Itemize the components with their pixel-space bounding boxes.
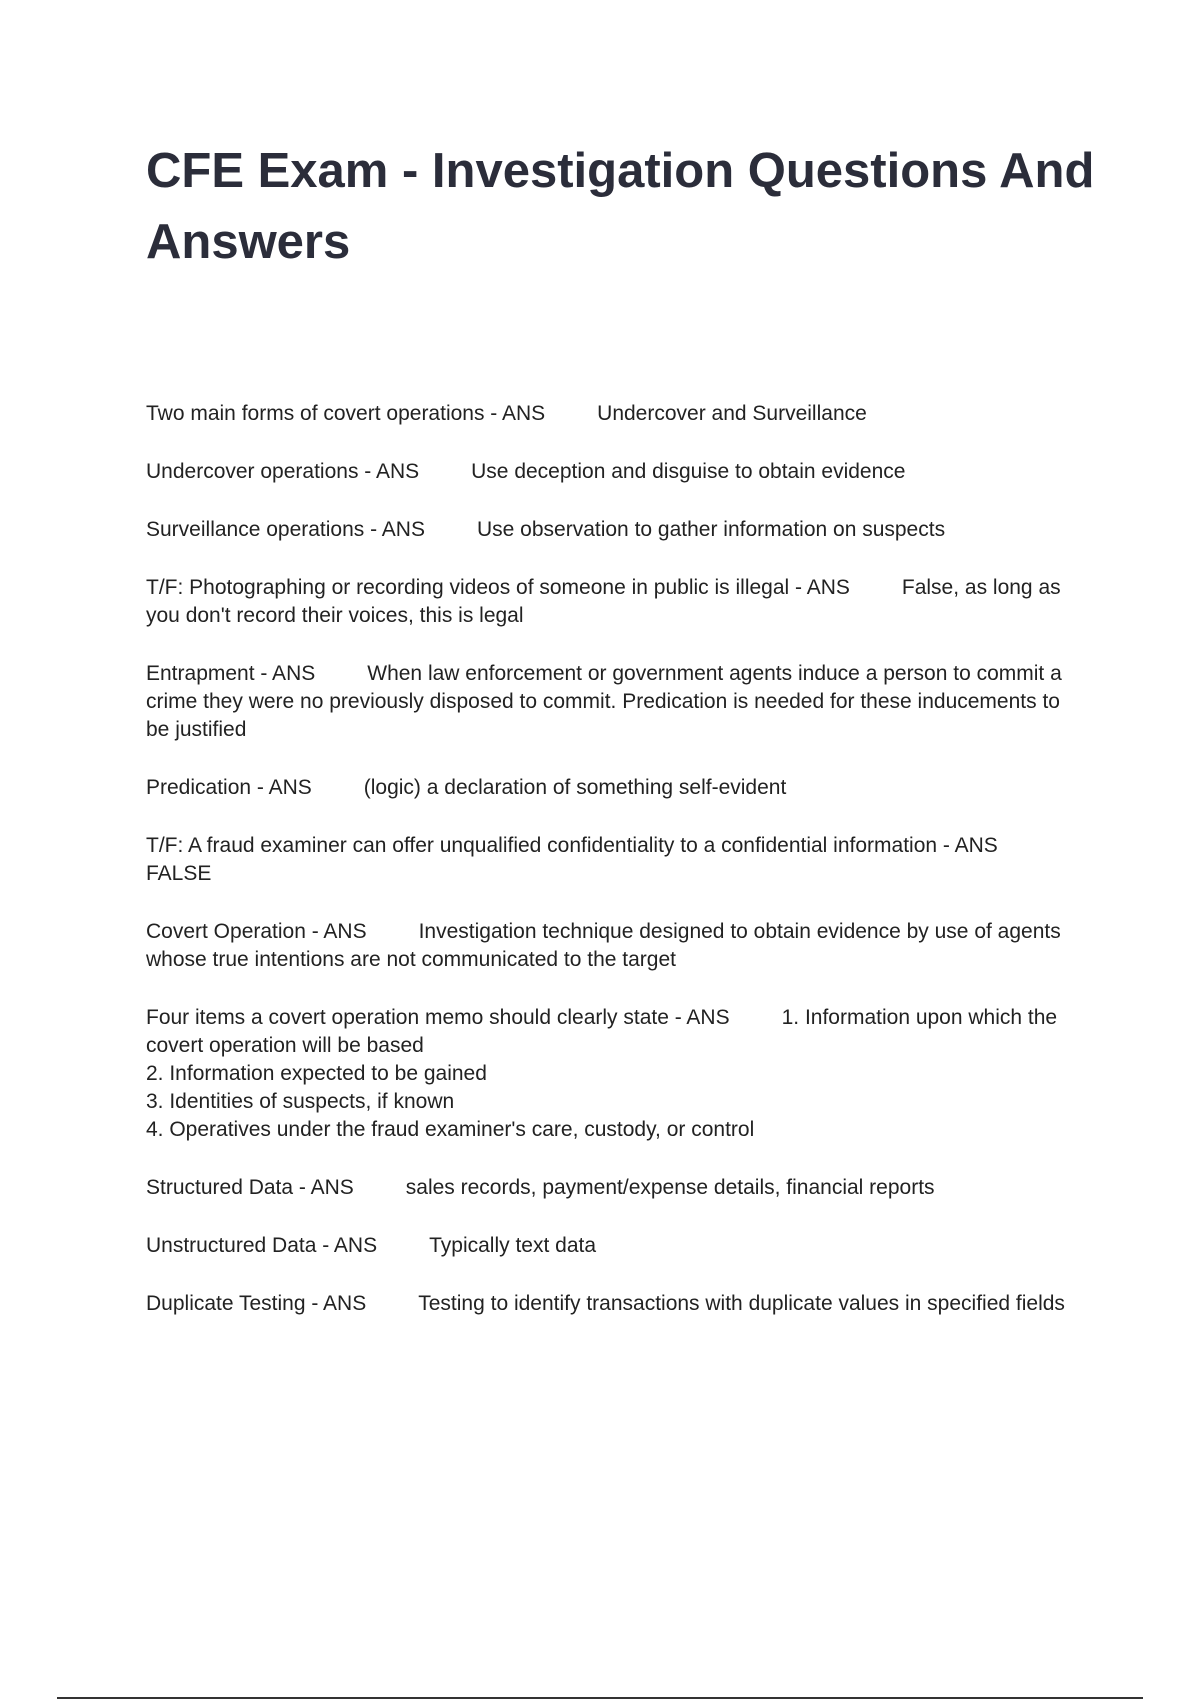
question-text: T/F: A fraud examiner can offer unqualified confidentiality to a confidential information - ANS [146,834,998,857]
qa-item [146,574,1086,630]
qa-item [146,1174,1086,1202]
answer-text: Undercover and Surveillance [597,402,867,425]
question-text: Structured Data - ANS [146,1176,354,1199]
question-text: Entrapment - ANS [146,662,316,685]
question-text: Undercover operations - ANS [146,460,420,483]
answer-text: Typically text data [429,1234,597,1257]
qa-item [146,1290,1086,1318]
question-text: Predication - ANS [146,776,312,799]
question-text: Duplicate Testing - ANS [146,1292,367,1315]
answer-text: Use observation to gather information on suspects [476,518,946,541]
answer-list-line: 3. Identities of suspects, if known [146,1090,455,1113]
question-text: Covert Operation - ANS [146,920,367,943]
answer-text: 1. Information upon which the covert operation will be based [146,1006,1058,1057]
answer-text: FALSE [146,862,212,885]
answer-list-line: 2. Information expected to be gained [146,1062,487,1085]
answer-text: False, as long as you don't record their voices, this is legal [146,576,1061,627]
qa-item [146,1004,1086,1144]
document-title: CFE Exam - Investigation Questions And Answers [146,144,1095,269]
qa-item [146,1232,1086,1260]
qa-item [146,660,1086,744]
question-text: T/F: Photographing or recording videos of someone in public is illegal - ANS [146,576,850,599]
qa-item [146,918,1086,974]
qa-item [146,516,1086,544]
answer-text: sales records, payment/expense details, financial reports [405,1176,935,1199]
question-text: Unstructured Data - ANS [146,1234,378,1257]
qa-item [146,832,1086,888]
qa-list [146,400,1086,1348]
answer-text: Testing to identify transactions with duplicate values in specified fields [418,1292,1065,1315]
question-text: Four items a covert operation memo should clearly state - ANS [146,1006,730,1029]
answer-text: (logic) a declaration of something self-evident [363,776,787,799]
question-text: Two main forms of covert operations - ANS [146,402,546,425]
answer-text: Investigation technique designed to obtain evidence by use of agents whose true intentions are not communicated to the target [146,920,1061,971]
answer-text: Use deception and disguise to obtain evidence [471,460,906,483]
qa-item [146,458,1086,486]
answer-list-line: 4. Operatives under the fraud examiner's care, custody, or control [146,1118,755,1141]
footer-divider [57,1697,1143,1699]
qa-item [146,400,1086,428]
answer-text: When law enforcement or government agents induce a person to commit a crime they were no previously disposed to commit. Predication is needed for these inducements to be justified [146,662,1062,741]
question-text: Surveillance operations - ANS [146,518,425,541]
qa-item [146,774,1086,802]
